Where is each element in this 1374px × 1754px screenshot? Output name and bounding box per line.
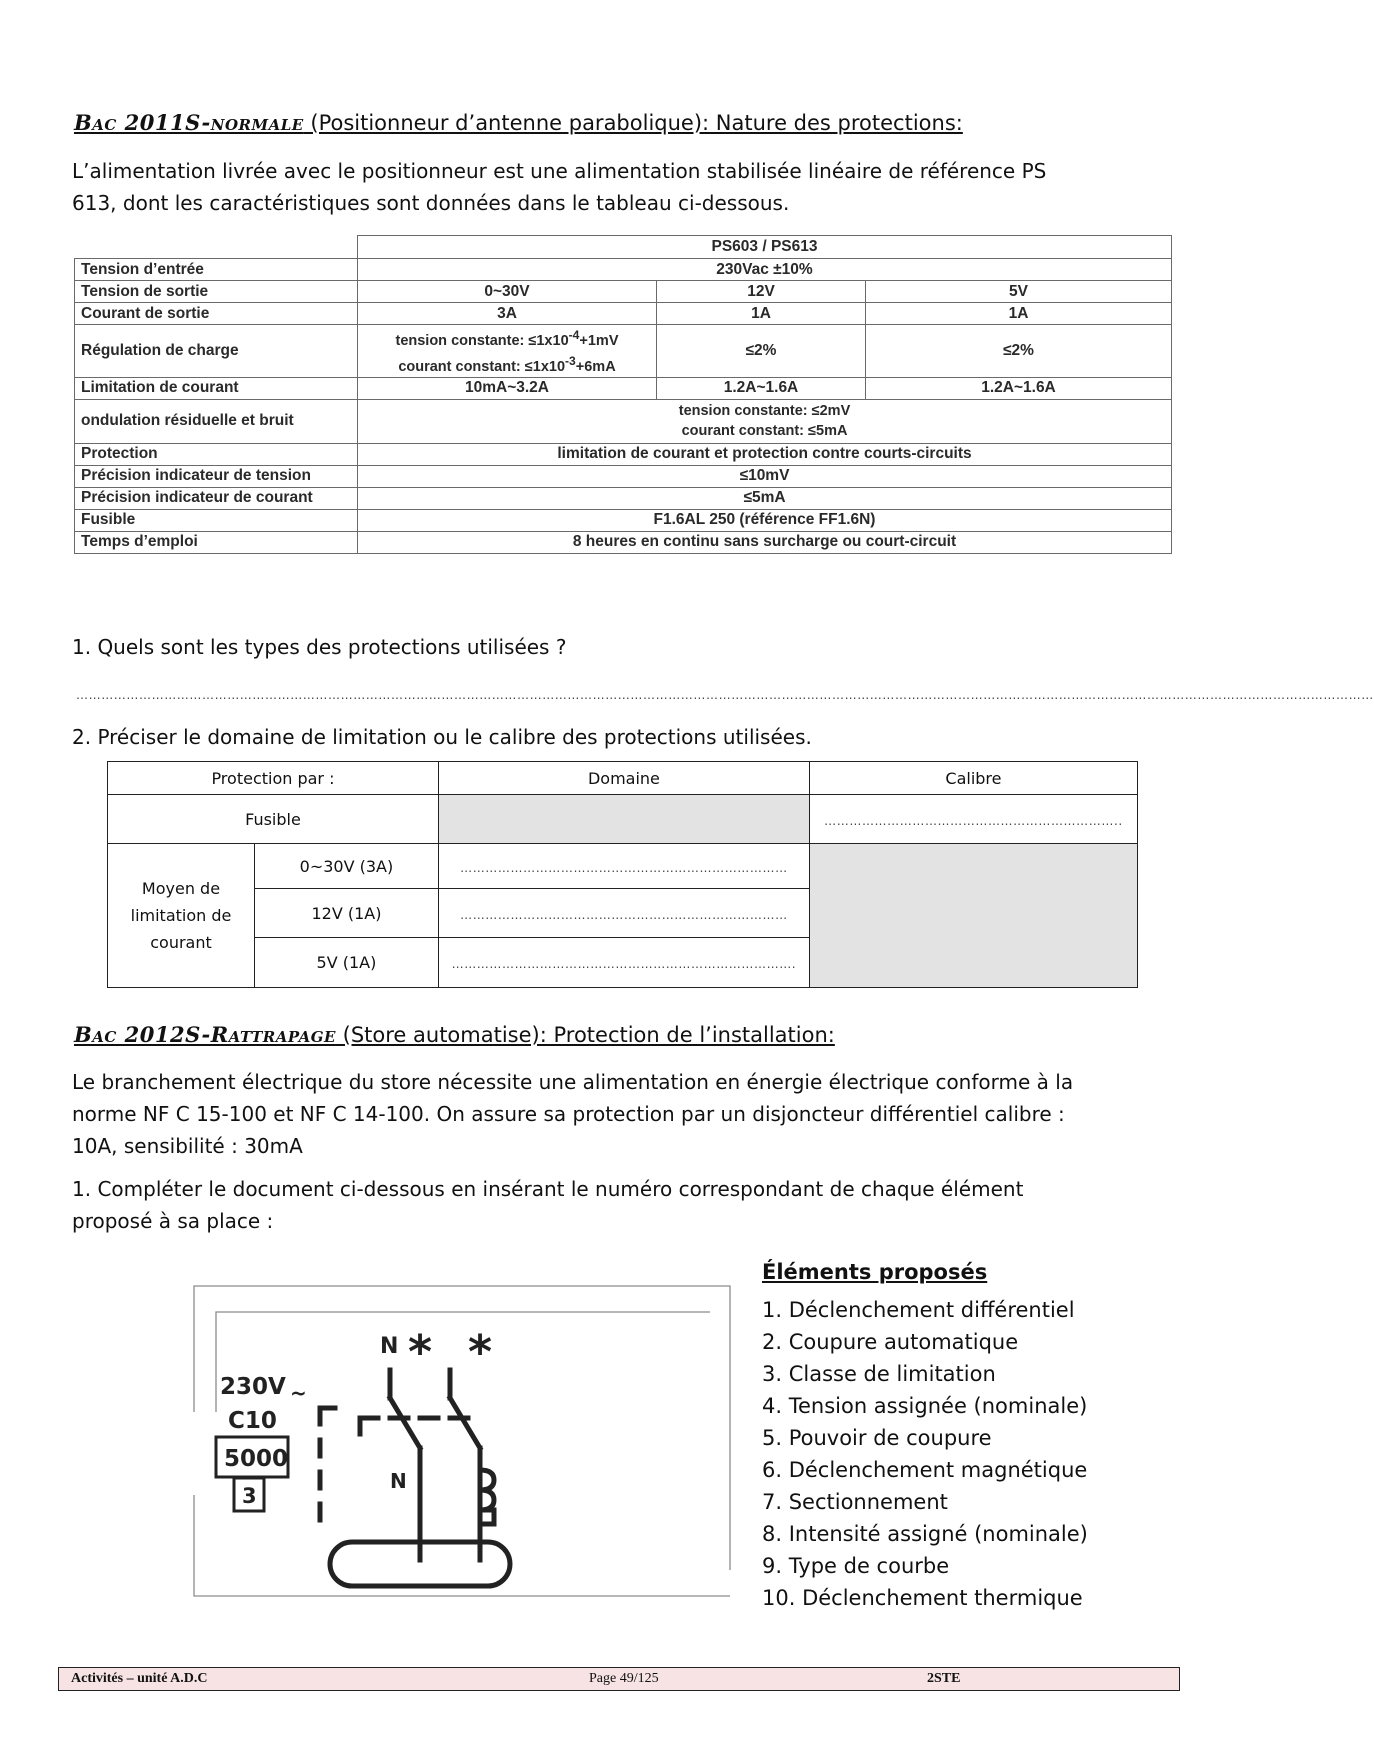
svg-text:*: * [408, 1325, 433, 1379]
rating-label: C10 [228, 1408, 277, 1434]
list-item: 10. Déclenchement thermique [762, 1586, 1083, 1610]
spec-usage-label: Temps d’emploi [75, 531, 358, 553]
list-item: 6. Déclenchement magnétique [762, 1458, 1088, 1482]
neutral-top-label: N [380, 1334, 399, 1359]
spec-fuse-label: Fusible [75, 509, 358, 531]
answer-calibre-shaded [809, 844, 1137, 988]
spec-voltage-precision-value: ≤10mV [358, 465, 1172, 487]
footer-page-number: Page 49/125 [589, 1671, 659, 1686]
answer-col-domaine: Domaine [438, 762, 809, 795]
spec-regulation-label: Régulation de charge [75, 325, 358, 378]
answer-col-protection: Protection par : [108, 762, 439, 795]
section2-intro [72, 1066, 1182, 1162]
answer-row-domaine[interactable]: ………………………………………………………………………. [438, 938, 809, 988]
spec-output-voltage-c: 5V [866, 281, 1172, 303]
page-footer [58, 1667, 1180, 1691]
spec-usage-value: 8 heures en continu sans surcharge ou court-circuit [358, 531, 1172, 553]
spec-regulation-b: ≤2% [657, 325, 866, 378]
neutral-mid-label: N [390, 1469, 407, 1493]
spec-limitation-label: Limitation de courant [75, 377, 358, 399]
breaker-diagram [180, 1270, 740, 1600]
spec-limitation-c: 1.2A~1.6A [866, 377, 1172, 399]
section1-question1: 1. Quels sont les types des protections utilisées ? [72, 635, 567, 659]
spec-output-voltage-b: 12V [657, 281, 866, 303]
section1-intro [72, 155, 1172, 219]
answer-row-label: 5V (1A) [255, 938, 439, 988]
spec-output-current-b: 1A [657, 303, 866, 325]
spec-input-label: Tension d’entrée [75, 259, 358, 281]
section2-question1 [72, 1173, 1182, 1237]
spec-output-voltage-label: Tension de sortie [75, 281, 358, 303]
answer-row-label: 0~30V (3A) [255, 844, 439, 889]
list-item: 7. Sectionnement [762, 1490, 948, 1514]
specifications-table [74, 235, 1172, 554]
answer-fusible-domaine-shaded [438, 795, 809, 844]
section2-heading [74, 1022, 835, 1047]
spec-current-precision-value: ≤5mA [358, 487, 1172, 509]
answer-row-label: 12V (1A) [255, 889, 439, 938]
elements-panel [762, 1260, 1162, 1614]
answer-col-calibre: Calibre [809, 762, 1137, 795]
spec-fuse-value: F1.6AL 250 (référence FF1.6N) [358, 509, 1172, 531]
list-item: 4. Tension assignée (nominale) [762, 1394, 1088, 1418]
section2-intro-line1: Le branchement électrique du store nécessite une alimentation en énergie électrique conforme à la [72, 1070, 1074, 1094]
list-item: 8. Intensité assigné (nominale) [762, 1522, 1088, 1546]
spec-protection-label: Protection [75, 443, 358, 465]
spec-output-current-label: Courant de sortie [75, 303, 358, 325]
spec-input-value: 230Vac ±10% [358, 259, 1172, 281]
answer-row-domaine[interactable]: …………………………………………………………………… [438, 889, 809, 938]
answer-row-domaine[interactable]: …………………………………………………………………… [438, 844, 809, 889]
breaking-capacity-label: 5000 [224, 1446, 289, 1472]
section1-intro-line2: 613, dont les caractéristiques sont données dans le tableau ci-dessous. [72, 191, 790, 215]
spec-output-current-c: 1A [866, 303, 1172, 325]
list-item: 9. Type de courbe [762, 1554, 950, 1578]
svg-text:*: * [468, 1325, 493, 1379]
list-item: 2. Coupure automatique [762, 1330, 1019, 1354]
spec-output-current-a: 3A [358, 303, 657, 325]
spec-regulation-a: tension constante: $\le 1x10^{-4}+1mV$ courant constant: $\le 1x10^{-3}+6mA$ [358, 325, 657, 378]
list-item: 5. Pouvoir de coupure [762, 1426, 992, 1450]
spec-limitation-a: 10mA~3.2A [358, 377, 657, 399]
section1-question2: 2. Préciser le domaine de limitation ou le calibre des protections utilisées. [72, 725, 812, 749]
ac-symbol: ~ [290, 1381, 307, 1405]
list-item: 1. Déclenchement différentiel [762, 1298, 1075, 1322]
spec-header: PS603 / PS613 [358, 236, 1172, 259]
spec-regulation-c: ≤2% [866, 325, 1172, 378]
spec-output-voltage-a: 0~30V [358, 281, 657, 303]
answer-moyen-limitation: Moyen de limitation de courant [108, 844, 255, 988]
spec-current-precision-label: Précision indicateur de courant [75, 487, 358, 509]
answer-fusible-calibre[interactable]: …………………………………………………………….. [809, 795, 1137, 844]
elements-title: Éléments proposés [762, 1260, 988, 1284]
answer-dots-line[interactable]: ………………………………………………………………………………………………………………………………………………………………………………………………………………………………………………………………………………… [76, 688, 1374, 702]
list-item: 3. Classe de limitation [762, 1362, 996, 1386]
spec-limitation-b: 1.2A~1.6A [657, 377, 866, 399]
breaker-mechanism [320, 1370, 494, 1560]
elements-list [762, 1294, 1162, 1614]
spec-voltage-precision-label: Précision indicateur de tension [75, 465, 358, 487]
answer-fusible: Fusible [108, 795, 439, 844]
section2-intro-line2: norme NF C 15-100 et NF C 14-100. On assure sa protection par un disjoncteur différentiel calibre : [72, 1102, 1065, 1126]
section2-heading-text: (Store automatise): Protection de l’installation: [335, 1023, 835, 1047]
footer-left: Activités – unité A.D.C [71, 1671, 208, 1686]
spec-ripple-label: ondulation résiduelle et bruit [75, 399, 358, 443]
spec-ripple-value: tension constante: ≤2mV courant constant: ≤5mA [358, 399, 1172, 443]
section1-heading-text: (Positionneur d’antenne parabolique): Nature des protections: [303, 111, 963, 135]
section2-intro-line3: 10A, sensibilité : 30mA [72, 1134, 303, 1158]
section2-question1-line1: 1. Compléter le document ci-dessous en insérant le numéro correspondant de chaque élément [72, 1177, 1024, 1201]
leader-lines [194, 1286, 730, 1596]
section1-intro-line1: L’alimentation livrée avec le positionneur est une alimentation stabilisée linéaire de référence PS [72, 159, 1047, 183]
section1-bac-label: Bac 2011S-normale [74, 110, 304, 135]
answer-table [107, 761, 1138, 988]
limitation-class-label: 3 [242, 1484, 257, 1508]
section2-bac-label: Bac 2012S-Rattrapage [74, 1022, 336, 1047]
voltage-label: 230V [220, 1374, 286, 1400]
footer-right: 2STE [927, 1671, 961, 1686]
spec-protection-value: limitation de courant et protection contre courts-circuits [358, 443, 1172, 465]
section1-heading [74, 110, 963, 135]
section2-question1-line2: proposé à sa place : [72, 1209, 274, 1233]
